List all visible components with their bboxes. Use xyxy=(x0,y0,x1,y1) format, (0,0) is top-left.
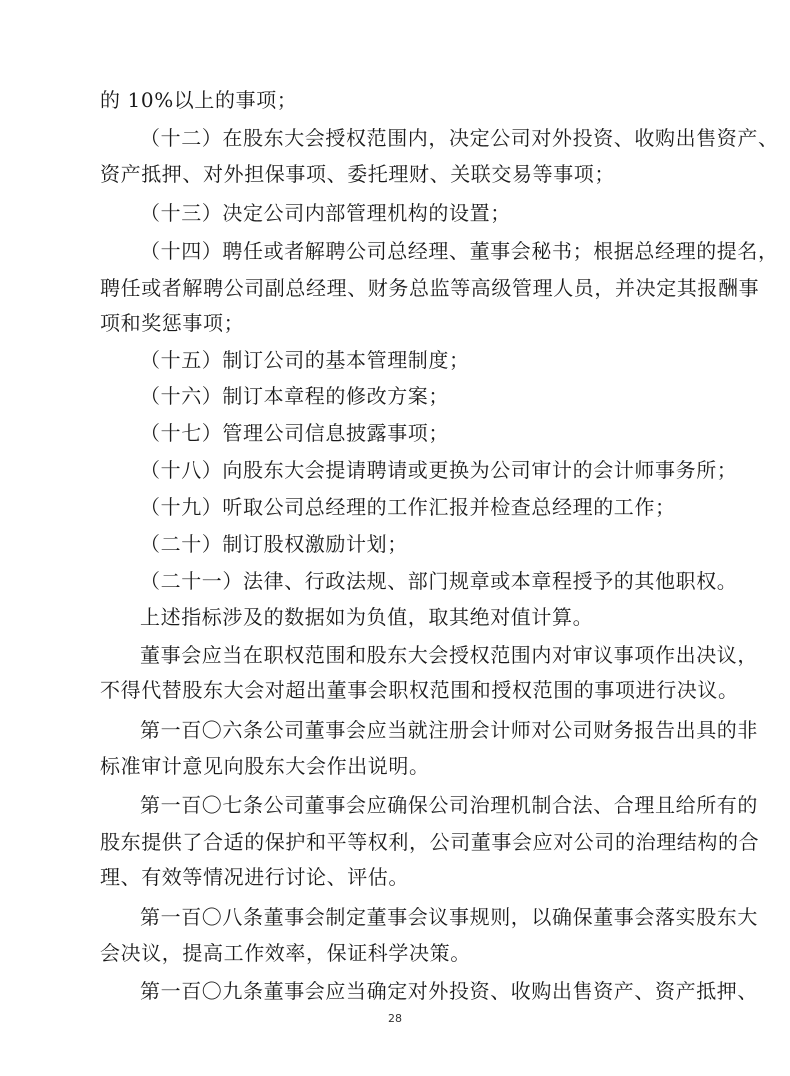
text-line: 第一百〇九条董事会应当确定对外投资、收购出售资产、资产抵押、 xyxy=(140,979,758,1003)
text-line: 第一百〇六条公司董事会应当就注册会计师对公司财务报告出具的非 xyxy=(140,718,758,742)
text-line: 股东提供了合适的保护和平等权利，公司董事会应对公司的治理结构的合 xyxy=(100,830,760,854)
text-line: （十八）向股东大会提请聘请或更换为公司审计的会计师事务所； xyxy=(140,458,738,482)
text-line: 的 10%以上的事项； xyxy=(100,88,298,112)
text-line: （十九）听取公司总经理的工作汇报并检查总经理的工作； xyxy=(140,495,676,519)
text-line: 会决议，提高工作效率，保证科学决策。 xyxy=(100,941,471,965)
text-line: 不得代替股东大会对超出董事会职权范围和授权范围的事项进行决议。 xyxy=(100,678,739,702)
text-line: 聘任或者解聘公司副总经理、财务总监等高级管理人员，并决定其报酬事 xyxy=(100,276,760,300)
text-line: （十七）管理公司信息披露事项； xyxy=(140,421,449,445)
text-line: （十六）制订本章程的修改方案； xyxy=(140,384,449,408)
page-number: 28 xyxy=(388,1012,402,1025)
text-line: （二十一）法律、行政法规、部门规章或本章程授予的其他职权。 xyxy=(140,569,738,593)
text-line: 董事会应当在职权范围和股东大会授权范围内对审议事项作出决议， xyxy=(140,643,758,667)
text-line: 资产抵押、对外担保事项、委托理财、关联交易等事项； xyxy=(100,162,615,186)
text-line: （二十）制订股权激励计划； xyxy=(140,532,408,556)
text-line: （十三）决定公司内部管理机构的设置； xyxy=(140,201,511,225)
text-line: （十五）制订公司的基本管理制度； xyxy=(140,348,470,372)
text-line: 第一百〇七条公司董事会应确保公司治理机制合法、合理且给所有的 xyxy=(140,793,758,817)
text-line: 标准审计意见向股东大会作出说明。 xyxy=(100,754,430,778)
text-line: 第一百〇八条董事会制定董事会议事规则，以确保董事会落实股东大 xyxy=(140,905,758,929)
text-line: 上述指标涉及的数据如为负值，取其绝对值计算。 xyxy=(140,605,594,629)
text-line: （十二）在股东大会授权范围内，决定公司对外投资、收购出售资产、 xyxy=(140,126,779,150)
text-line: 项和奖惩事项； xyxy=(100,311,245,335)
text-line: 理、有效等情况进行讨论、评估。 xyxy=(100,865,409,889)
text-line: （十四）聘任或者解聘公司总经理、董事会秘书；根据总经理的提名， xyxy=(140,239,779,263)
